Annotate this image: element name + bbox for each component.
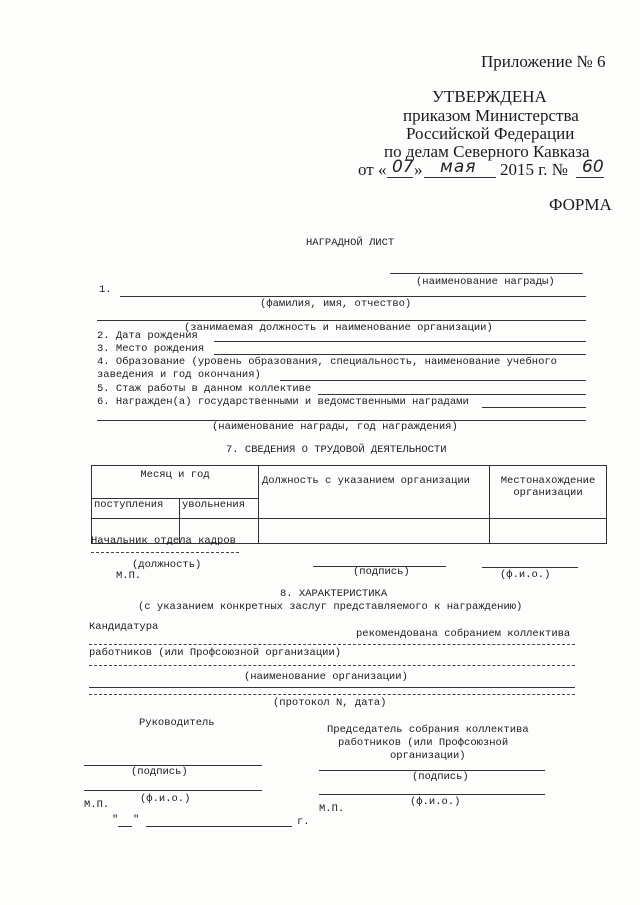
- experience-label: 5. Стаж работы в данном коллективе: [97, 383, 312, 395]
- position-caption: (занимаемая должность и наименование организации): [184, 322, 493, 334]
- chairman-label-1: Председатель собрания коллектива: [327, 724, 529, 736]
- date-year: 2015 г. №: [500, 160, 569, 179]
- leader-signature-caption: (подпись): [131, 766, 188, 778]
- col-location-label-2: организации: [513, 487, 583, 499]
- awards-label: 6. Награжден(а) государственными и ведомственными наградами: [97, 396, 469, 408]
- award-line: [390, 273, 583, 274]
- col-position: [259, 466, 490, 519]
- experience-line: [318, 394, 586, 395]
- hr-fio-line: [482, 567, 578, 568]
- col-start: [92, 499, 180, 519]
- date-quote-close: ": [133, 814, 140, 826]
- leader-fio-caption: (ф.и.о.): [140, 793, 191, 805]
- leader-label: Руководитель: [139, 717, 215, 729]
- characteristic-line-2: [89, 665, 575, 666]
- document-title: НАГРАДНОЙ ЛИСТ: [306, 237, 395, 249]
- hr-fio-caption: (ф.и.о.): [500, 569, 551, 581]
- org-line: [89, 687, 575, 688]
- protocol-line: [89, 694, 575, 695]
- characteristic-line-1: [89, 644, 575, 645]
- chairman-signature-caption: (подпись): [412, 771, 469, 783]
- chairman-fio-caption: (ф.и.о.): [410, 796, 461, 808]
- item-1-number: 1.: [99, 284, 112, 296]
- col-start-label: поступления: [94, 499, 164, 511]
- education-label-1: 4. Образование (уровень образования, специальность, наименование учебного: [97, 356, 557, 368]
- candidature-label: Кандидатура: [89, 621, 159, 633]
- approved-line-1: приказом Министерства: [403, 106, 579, 125]
- workers-label: работников (или Профсоюзной организации): [89, 647, 342, 659]
- protocol-caption: (протокол N, дата): [273, 697, 387, 709]
- col-end-label: увольнения: [182, 499, 246, 511]
- year-suffix: г.: [297, 816, 310, 828]
- hr-mp: М.П.: [116, 570, 142, 582]
- approved-label: УТВЕРЖДЕНА: [432, 87, 547, 106]
- col-end: [180, 499, 259, 519]
- approved-line-3: по делам Северного Кавказа: [384, 142, 590, 161]
- chairman-fio-line: [319, 794, 545, 795]
- position-line: [97, 320, 586, 321]
- appendix-label: Приложение № 6: [481, 52, 606, 71]
- col-location-label-1: Местонахождение: [500, 475, 596, 487]
- date-day-blank: [118, 826, 132, 827]
- date-month: мая: [440, 157, 477, 177]
- leader-fio-line: [84, 790, 262, 791]
- hr-head-label: Начальник отдела кадров: [91, 535, 236, 547]
- section-7-title: 7. СВЕДЕНИЯ О ТРУДОВОЙ ДЕЯТЕЛЬНОСТИ: [226, 444, 447, 456]
- birth-date-line: [214, 341, 586, 342]
- hr-signature-caption: (подпись): [353, 566, 410, 578]
- date-mid: »: [414, 160, 423, 179]
- date-day-line: [387, 177, 413, 178]
- chairman-mp: М.П.: [319, 803, 345, 815]
- table-cell: [490, 519, 607, 544]
- approved-line-2: Российской Федерации: [406, 124, 575, 143]
- order-number-line: [576, 177, 604, 178]
- date-prefix: от «: [358, 160, 387, 179]
- birth-place-line: [214, 354, 586, 355]
- order-number: 60: [582, 157, 604, 177]
- hr-position-line: [91, 552, 239, 553]
- fio-caption: (фамилия, имя, отчество): [260, 298, 412, 310]
- date-day: 07: [392, 157, 414, 177]
- col-position-label: Должность с указанием организации: [262, 475, 470, 487]
- table-cell: [259, 519, 490, 544]
- section-8-subtitle: (с указанием конкретных заслуг представляемого к награждению): [138, 601, 523, 613]
- date-month-line: [424, 177, 496, 178]
- award-caption: (наименование награды): [416, 276, 555, 288]
- col-month-year: [92, 466, 259, 499]
- birth-place-label: 3. Место рождения: [97, 343, 205, 355]
- leader-mp: М.П.: [84, 799, 110, 811]
- chairman-label-3: организации): [390, 750, 466, 762]
- education-label-2: заведения и год окончания): [97, 369, 261, 381]
- col-month-year-label: Месяц и год: [140, 469, 210, 481]
- hr-position-caption: (должность): [132, 559, 202, 571]
- awards-line-1: [482, 407, 586, 408]
- section-8-title: 8. ХАРАКТЕРИСТИКА: [280, 588, 388, 600]
- birth-date-label: 2. Дата рождения: [97, 330, 198, 342]
- education-line: [280, 380, 586, 381]
- recommended-label: рекомендована собранием коллектива: [356, 628, 571, 640]
- col-location: [490, 466, 607, 519]
- org-caption: (наименование организации): [244, 671, 408, 683]
- chairman-label-2: работников (или Профсоюзной: [338, 737, 509, 749]
- date-month-blank: [146, 826, 292, 827]
- form-label: ФОРМА: [549, 195, 612, 214]
- date-quote-open: ": [112, 814, 119, 826]
- awards-caption: (наименование награды, год награждения): [212, 421, 458, 433]
- fio-line: [120, 296, 586, 297]
- work-history-table: [91, 465, 607, 544]
